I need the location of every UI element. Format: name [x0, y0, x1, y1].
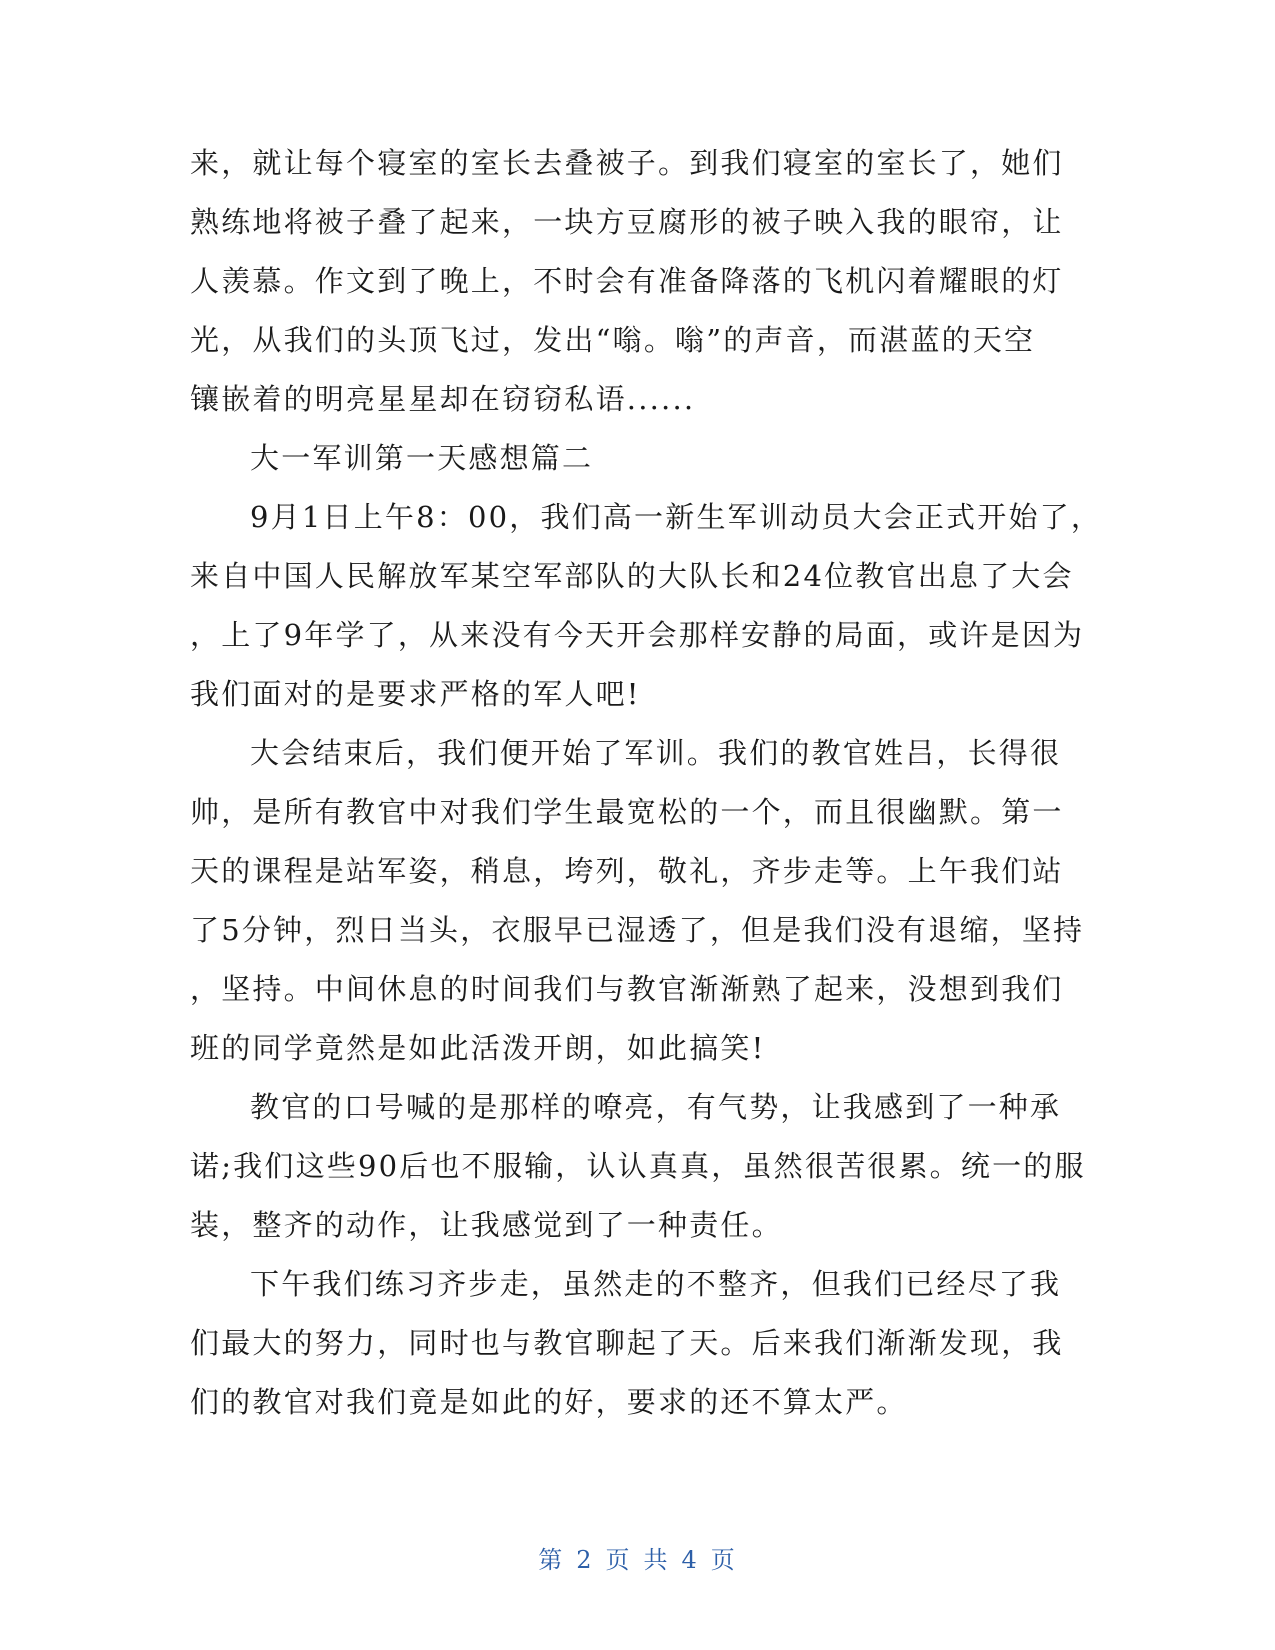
section-heading: 大一军训第一天感想篇二	[250, 441, 594, 475]
text-line: ，上了9年学了，从来没有今天开会那样安静的局面，或许是因为	[190, 618, 1085, 652]
text-line: 来自中国人民解放军某空军部队的大队长和24位教官出息了大会	[190, 559, 1074, 593]
text-line: 镶嵌着的明亮星星却在窃窃私语......	[190, 382, 696, 416]
text-line: 熟练地将被子叠了起来，一块方豆腐形的被子映入我的眼帘，让	[190, 205, 1064, 239]
total-unit: 页	[710, 1546, 737, 1574]
page-footer	[0, 1540, 1275, 1575]
text-line: 班的同学竟然是如此活泼开朗，如此搞笑!	[190, 1031, 766, 1065]
text-line: 大会结束后，我们便开始了军训。我们的教官姓吕，长得很	[250, 736, 1062, 770]
text-line: 了5分钟，烈日当头，衣服早已湿透了，但是我们没有退缩，坚持	[190, 913, 1085, 947]
text-line: 人羡慕。作文到了晚上，不时会有准备降落的飞机闪着耀眼的灯	[190, 264, 1064, 298]
text-line: 天的课程是站军姿，稍息，垮列，敬礼，齐步走等。上午我们站	[190, 854, 1064, 888]
text-line: 光，从我们的头顶飞过，发出“嗡。嗡”的声音，而湛蓝的天空	[190, 323, 1036, 357]
text-line: 教官的口号喊的是那样的嘹亮，有气势，让我感到了一种承	[250, 1090, 1062, 1124]
text-line: 下午我们练习齐步走，虽然走的不整齐，但我们已经尽了我	[250, 1267, 1062, 1301]
page-label: 第	[538, 1546, 565, 1574]
text-line: 装，整齐的动作，让我感觉到了一种责任。	[190, 1208, 783, 1242]
page-unit: 页	[605, 1546, 632, 1574]
text-line: ，坚持。中间休息的时间我们与教官渐渐熟了起来，没想到我们	[190, 972, 1064, 1006]
current-page-number: 2	[576, 1546, 594, 1574]
text-line: 帅，是所有教官中对我们学生最宽松的一个，而且很幽默。第一	[190, 795, 1064, 829]
text-line: 来，就让每个寝室的室长去叠被子。到我们寝室的室长了，她们	[190, 146, 1064, 180]
text-line: 诺;我们这些90后也不服输，认认真真，虽然很苦很累。统一的服	[190, 1149, 1086, 1183]
total-page-number: 4	[681, 1546, 699, 1574]
text-line: 们的教官对我们竟是如此的好，要求的还不算太严。	[190, 1385, 908, 1419]
text-line: 9月1日上午8：00，我们高一新生军训动员大会正式开始了，	[250, 500, 1103, 534]
total-label: 共	[643, 1546, 670, 1574]
text-line: 们最大的努力，同时也与教官聊起了天。后来我们渐渐发现，我	[190, 1326, 1064, 1360]
text-line: 我们面对的是要求严格的军人吧!	[190, 677, 641, 711]
